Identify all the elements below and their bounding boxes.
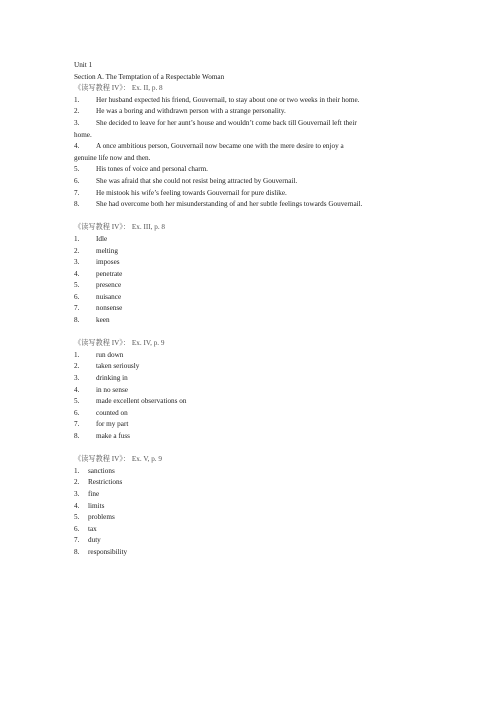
list-item-continuation: home.	[74, 130, 92, 139]
list-item: 5. His tones of voice and personal charm.	[74, 165, 208, 174]
list-item: 4. penetrate	[74, 269, 123, 278]
spacer	[74, 443, 422, 455]
list-item: 5. presence	[74, 281, 122, 290]
list-item: 4. limits	[74, 501, 105, 510]
list-item: 5. made excellent observations on	[74, 397, 187, 406]
list-item: 1. sanctions	[74, 466, 115, 475]
list-item: 5. problems	[74, 513, 115, 522]
list-item: 7. duty	[74, 536, 101, 545]
spacer	[74, 327, 422, 339]
list-item: 3. She decided to leave for her aunt’s house and wouldn’t come back till Gouvernail left their	[74, 118, 357, 127]
list-item: 4. in no sense	[74, 385, 128, 394]
ex4-heading: 《读写教程 IV》： Ex. IV, p. 9	[74, 339, 165, 348]
list-item: 1. Her husband expected his friend, Gouvernail, to stay about one or two weeks in their home.	[74, 95, 360, 104]
list-item: 7. He mistook his wife’s feeling towards Gouvernail for pure dislike.	[74, 188, 287, 197]
section-title: Section A. The Temptation of a Respectable Woman	[74, 72, 225, 81]
list-item: 8. make a fuss	[74, 432, 130, 440]
list-item: 6. She was afraid that she could not resist being attracted by Gouvernail.	[74, 176, 298, 185]
list-item: 1. Idle	[74, 234, 108, 243]
ex3-heading: 《读写教程 IV》： Ex. III, p. 8	[74, 223, 166, 232]
list-item-continuation: genuine life now and then.	[74, 153, 151, 162]
list-item: 3. fine	[74, 489, 100, 498]
list-item: 8. She had overcome both her misunderstanding of and her subtle feelings towards Gouvernail.	[74, 200, 363, 209]
list-item: 3. imposes	[74, 258, 120, 267]
list-item: 6. nuisance	[74, 292, 122, 301]
list-item: 2. melting	[74, 246, 118, 255]
list-item: 6. counted on	[74, 408, 128, 417]
list-item: 8. responsibility	[74, 547, 128, 556]
list-item: 8. keen	[74, 316, 110, 325]
list-item: 2. He was a boring and withdrawn person with a strange personality.	[74, 107, 286, 116]
list-item: 4. A once ambitious person, Gouvernail now became one with the mere desire to enjoy a	[74, 142, 344, 151]
list-item: 2. Restrictions	[74, 478, 123, 487]
list-item: 3. drinking in	[74, 374, 128, 383]
document-page	[74, 60, 422, 559]
list-item: 2. taken seriously	[74, 362, 140, 371]
list-item: 7. for my part	[74, 420, 129, 429]
list-item: 6. tax	[74, 524, 97, 533]
ex5-heading: 《读写教程 IV》： Ex. V, p. 9	[74, 455, 162, 464]
list-item: 7. nonsense	[74, 304, 123, 313]
ex2-heading: 《读写教程 IV》： Ex. II, p. 8	[74, 84, 163, 93]
list-item: 1. run down	[74, 350, 124, 359]
unit-title: Unit 1	[74, 61, 93, 69]
spacer	[74, 211, 422, 223]
